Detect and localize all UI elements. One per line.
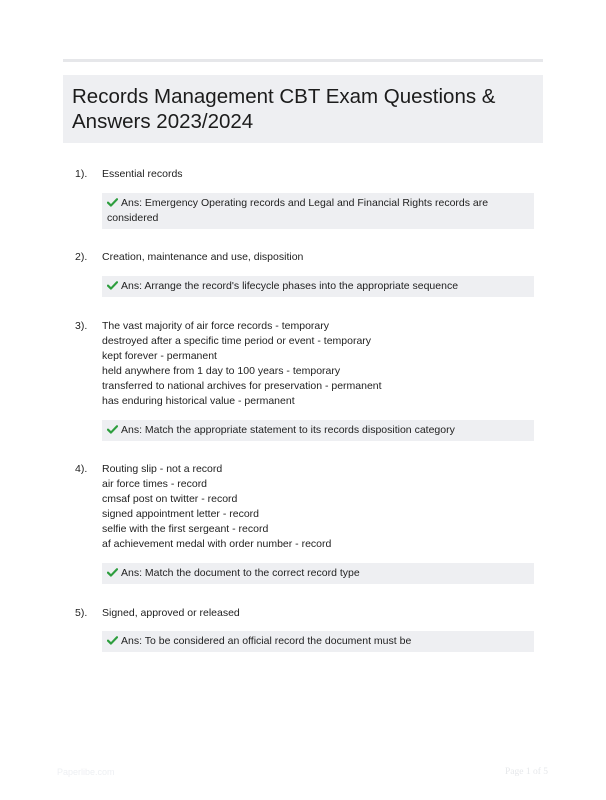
question-line: transferred to national archives for preservation - permanent	[102, 380, 382, 392]
check-icon	[107, 198, 118, 207]
question-line: Routing slip - not a record	[102, 463, 223, 475]
question-line: has enduring historical value - permanent	[102, 395, 295, 407]
title-banner	[63, 75, 543, 143]
top-divider	[63, 59, 543, 62]
question-line: destroyed after a specific time period or event - temporary	[102, 335, 372, 347]
question-line: kept forever - permanent	[102, 350, 217, 362]
answer-box	[102, 631, 534, 652]
title-line-1: Records Management CBT Exam Questions &	[72, 85, 496, 108]
question-line: held anywhere from 1 day to 100 years - temporary	[102, 365, 341, 377]
question-text	[102, 250, 522, 265]
footer-page-number: Page 1 of 5	[504, 767, 548, 777]
question-text	[102, 462, 522, 552]
answer-text: Ans: To be considered an official record the document must be	[121, 635, 412, 647]
check-icon	[107, 425, 118, 434]
question-number: 2).	[75, 251, 88, 263]
question-number: 1).	[75, 168, 88, 180]
check-icon	[107, 568, 118, 577]
question-line: cmsaf post on twitter - record	[102, 493, 238, 505]
question-number: 5).	[75, 607, 88, 619]
question-text	[102, 167, 522, 182]
check-icon	[107, 636, 118, 645]
question-number: 4).	[75, 463, 88, 475]
answer-text: Ans: Match the document to the correct record type	[121, 567, 360, 579]
question-line: Creation, maintenance and use, disposition	[102, 251, 304, 263]
check-icon	[107, 281, 118, 290]
question-text	[102, 319, 522, 409]
answer-text: Ans: Match the appropriate statement to its records disposition category	[121, 424, 455, 436]
question-line: Signed, approved or released	[102, 607, 240, 619]
answer-text: Ans: Emergency Operating records and Legal and Financial Rights records are considered	[107, 197, 489, 224]
answer-box	[102, 193, 534, 229]
footer-site-watermark: Paperlibe.com	[57, 767, 115, 777]
question-line: selfie with the first sergeant - record	[102, 523, 269, 535]
answer-box	[102, 563, 534, 584]
question-line: The vast majority of air force records - temporary	[102, 320, 329, 332]
question-line: air force times - record	[102, 478, 208, 490]
answer-text: Ans: Arrange the record's lifecycle phases into the appropriate sequence	[121, 280, 459, 292]
question-line: Essential records	[102, 168, 183, 180]
question-line: signed appointment letter - record	[102, 508, 260, 520]
question-number: 3).	[75, 320, 88, 332]
title-line-2: Answers 2023/2024	[72, 110, 254, 133]
question-line: af achievement medal with order number - record	[102, 538, 332, 550]
document-title	[72, 84, 533, 134]
question-text	[102, 606, 522, 621]
answer-box	[102, 276, 534, 297]
answer-box	[102, 420, 534, 441]
